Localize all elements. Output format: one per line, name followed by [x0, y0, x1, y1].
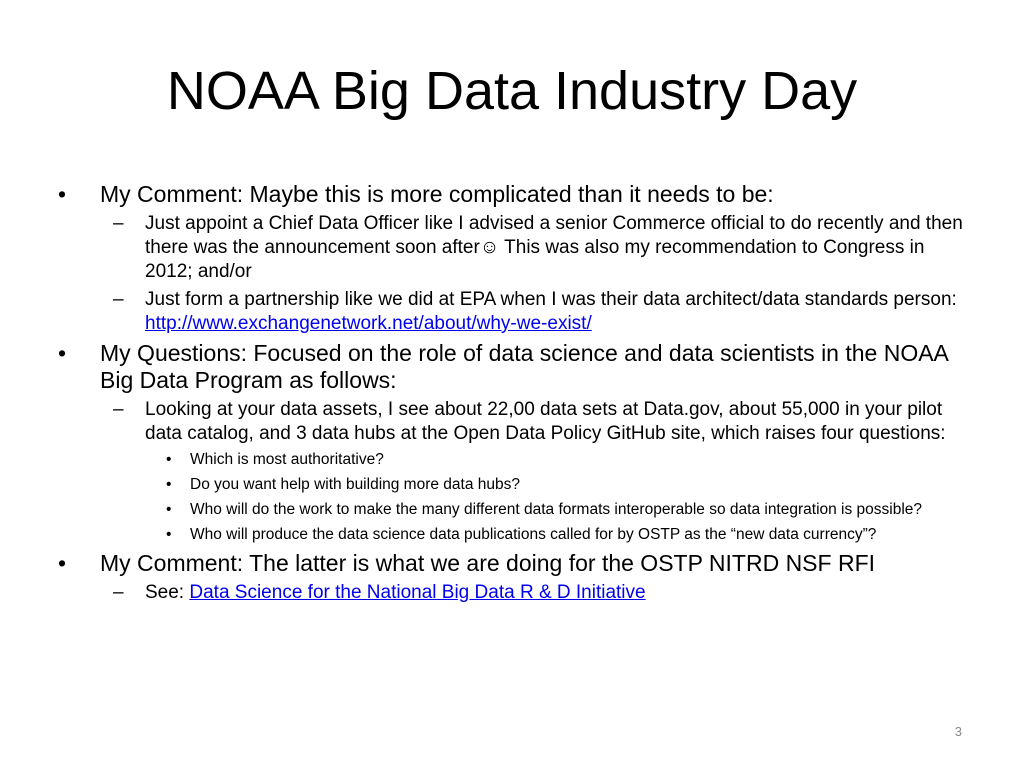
question-item — [166, 475, 973, 495]
sub-bullet-text: Just form a partnership like we did at EPA when I was their data architect/data standards person: — [145, 289, 957, 310]
exchange-network-link[interactable]: http://www.exchangenetwork.net/about/why-we-exist/ — [145, 313, 592, 334]
sub-bullet-text: See: — [145, 582, 190, 603]
sub-bullet-text: Just appoint a Chief Data Officer like I advised a senior Commerce official to do recently and then there was the announcement soon after☺ This was also my recommendation to Congress in 2012; and/or — [145, 213, 963, 282]
bullet-dot-icon: • — [166, 476, 172, 493]
bullet-text: My Comment: Maybe this is more complicated than it needs to be: — [100, 181, 774, 207]
question-text: Which is most authoritative? — [190, 451, 384, 468]
question-item — [166, 500, 973, 520]
bullet-dot-icon: • — [166, 501, 172, 518]
question-text: Who will do the work to make the many different data formats interoperable so data integration is possible? — [190, 501, 923, 518]
sub-bullet-partnership — [113, 288, 973, 336]
dash-icon: – — [113, 213, 124, 234]
question-text: Do you want help with building more data hubs? — [190, 476, 521, 493]
bullet-dot-icon: • — [58, 550, 67, 576]
page-number: 3 — [954, 724, 962, 739]
bullet-dot-icon: • — [58, 340, 67, 366]
bullet-my-questions — [58, 340, 973, 394]
slide-content — [58, 181, 973, 609]
dash-icon: – — [113, 399, 124, 420]
data-science-initiative-link[interactable]: Data Science for the National Big Data R & D Initiative — [189, 582, 646, 603]
slide-title: NOAA Big Data Industry Day — [166, 61, 858, 121]
sub-bullet-data-assets — [113, 398, 973, 446]
sub-bullet-chief-data-officer — [113, 212, 973, 284]
sub-bullet-see — [113, 581, 973, 605]
question-text: Who will produce the data science data publications called for by OSTP as the “new data currency”? — [190, 526, 877, 543]
question-item — [166, 450, 973, 470]
sub-bullet-text: Looking at your data assets, I see about 22,00 data sets at Data.gov, about 55,000 in your pilot data catalog, and 3 data hubs at the Open Data Policy GitHub site, which raises four questions: — [145, 399, 946, 444]
dash-icon: – — [113, 582, 124, 603]
bullet-dot-icon: • — [166, 526, 172, 543]
bullet-my-comment-1 — [58, 181, 973, 208]
bullet-text: My Questions: Focused on the role of data science and data scientists in the NOAA Big Data Program as follows: — [100, 340, 948, 393]
bullet-text: My Comment: The latter is what we are doing for the OSTP NITRD NSF RFI — [100, 550, 876, 576]
dash-icon: – — [113, 289, 124, 310]
bullet-dot-icon: • — [166, 451, 172, 468]
bullet-dot-icon: • — [58, 181, 67, 207]
bullet-my-comment-2 — [58, 550, 973, 577]
question-item — [166, 525, 973, 545]
